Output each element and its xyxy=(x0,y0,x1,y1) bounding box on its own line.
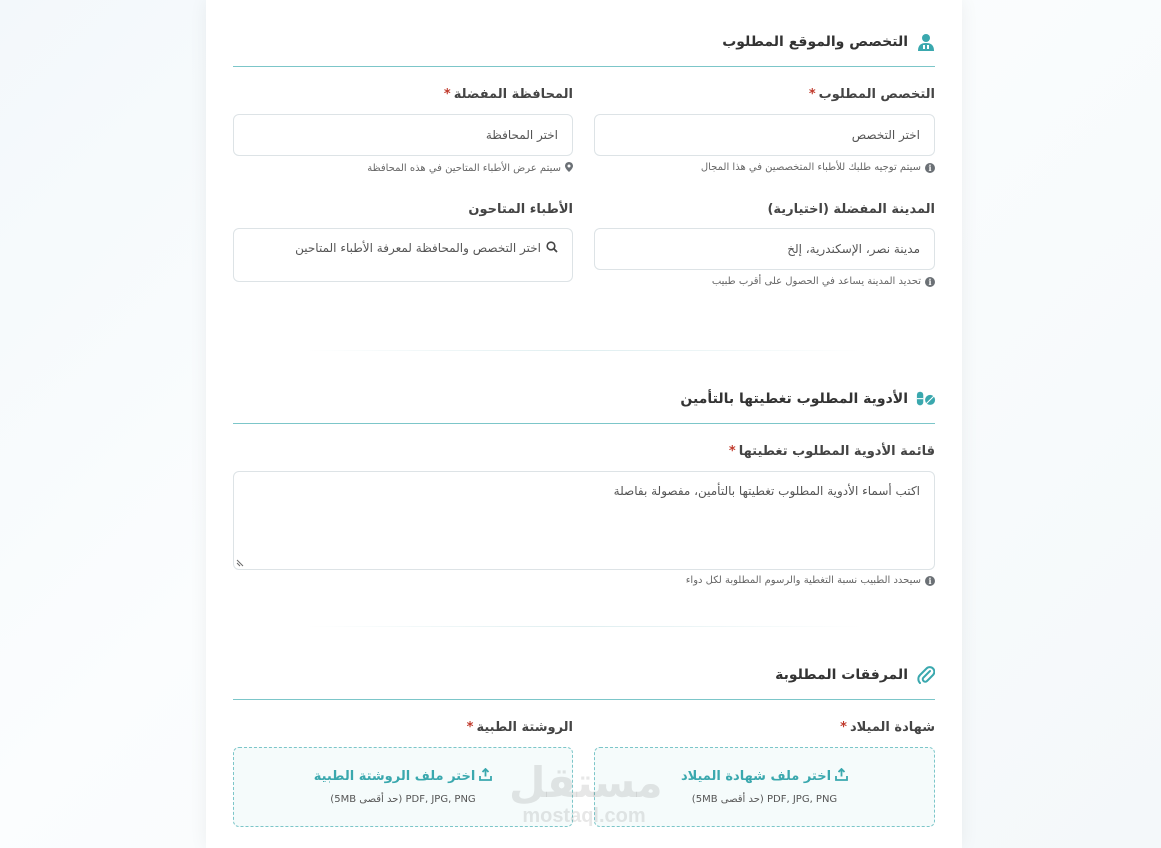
section-title-attachments xyxy=(775,665,936,685)
prescription-upload-button[interactable]: اختر ملف الروشتة الطبية xyxy=(234,768,572,785)
info-icon: i xyxy=(925,163,935,173)
info-icon: i xyxy=(925,277,935,287)
section-title-text: التخصص والموقع المطلوب xyxy=(722,34,908,50)
birth-certificate-upload-hint: PDF, JPG, PNG (حد أقصى 5MB) xyxy=(691,794,838,805)
paperclip-icon xyxy=(916,665,936,685)
section-title-text: الأدوية المطلوب تغطيتها بالتأمين xyxy=(680,391,908,407)
doctor-icon xyxy=(916,32,936,52)
upload-icon xyxy=(479,768,492,785)
specialty-select-value: اختر التخصص xyxy=(851,128,920,142)
location-pin-icon xyxy=(565,162,573,175)
section-title-text: المرفقات المطلوبة xyxy=(775,667,908,683)
governorate-select[interactable] xyxy=(233,114,573,156)
section-separator xyxy=(306,350,862,351)
section-divider xyxy=(233,423,935,424)
doctors-display xyxy=(233,228,573,282)
specialty-select[interactable] xyxy=(594,114,935,156)
search-icon xyxy=(546,241,558,256)
governorate-select-value: اختر المحافظة xyxy=(485,128,558,142)
info-icon: i xyxy=(925,576,935,586)
city-label: المدينة المفضلة (اختيارية) xyxy=(767,202,935,217)
form-card xyxy=(206,0,962,848)
birth-certificate-upload-button[interactable]: اختر ملف شهادة الميلاد xyxy=(595,768,934,785)
watermark xyxy=(509,758,663,827)
specialty-label: التخصص المطلوب* xyxy=(808,87,935,102)
governorate-hint: سيتم عرض الأطباء المتاحين في هذه المحافظة xyxy=(367,162,573,175)
governorate-label: المحافظة المفضلة* xyxy=(443,87,573,102)
prescription-label: الروشتة الطبية* xyxy=(466,720,573,735)
doctors-display-text: اختر التخصص والمحافظة لمعرفة الأطباء المتاحين xyxy=(295,241,541,255)
medicines-hint: i سيحدد الطبيب نسبة التغطية والرسوم المطلوبة لكل دواء xyxy=(686,575,935,586)
watermark-arabic: مستقل xyxy=(509,758,663,807)
city-hint: i تحديد المدينة يساعد في الحصول على أقرب طبيب xyxy=(712,276,935,287)
section-divider xyxy=(233,66,935,67)
prescription-upload-hint: PDF, JPG, PNG (حد أقصى 5MB) xyxy=(330,794,476,805)
specialty-hint: i سيتم توجيه طلبك للأطباء المتخصصين في هذا المجال xyxy=(701,162,935,173)
city-input-placeholder: مدينة نصر، الإسكندرية، إلخ xyxy=(787,242,920,256)
watermark-latin: mostaql.com xyxy=(522,805,646,827)
pills-icon xyxy=(916,389,936,409)
section-separator xyxy=(306,626,862,627)
city-input[interactable] xyxy=(594,228,935,270)
medicines-textarea[interactable] xyxy=(233,471,935,570)
upload-icon xyxy=(835,768,848,785)
section-title-medicines xyxy=(680,389,936,409)
birth-certificate-label: شهادة الميلاد* xyxy=(840,720,935,735)
section-title-specialty xyxy=(722,32,936,52)
medicines-textarea-placeholder: اكتب أسماء الأدوية المطلوب تغطيتها بالتأمين، مفصولة بفاصلة xyxy=(613,484,920,498)
doctors-label: الأطباء المتاحون xyxy=(468,202,573,217)
section-divider xyxy=(233,699,935,700)
medicines-label: قائمة الأدوية المطلوب تغطيتها* xyxy=(728,444,935,459)
resize-handle-icon[interactable] xyxy=(236,559,244,567)
